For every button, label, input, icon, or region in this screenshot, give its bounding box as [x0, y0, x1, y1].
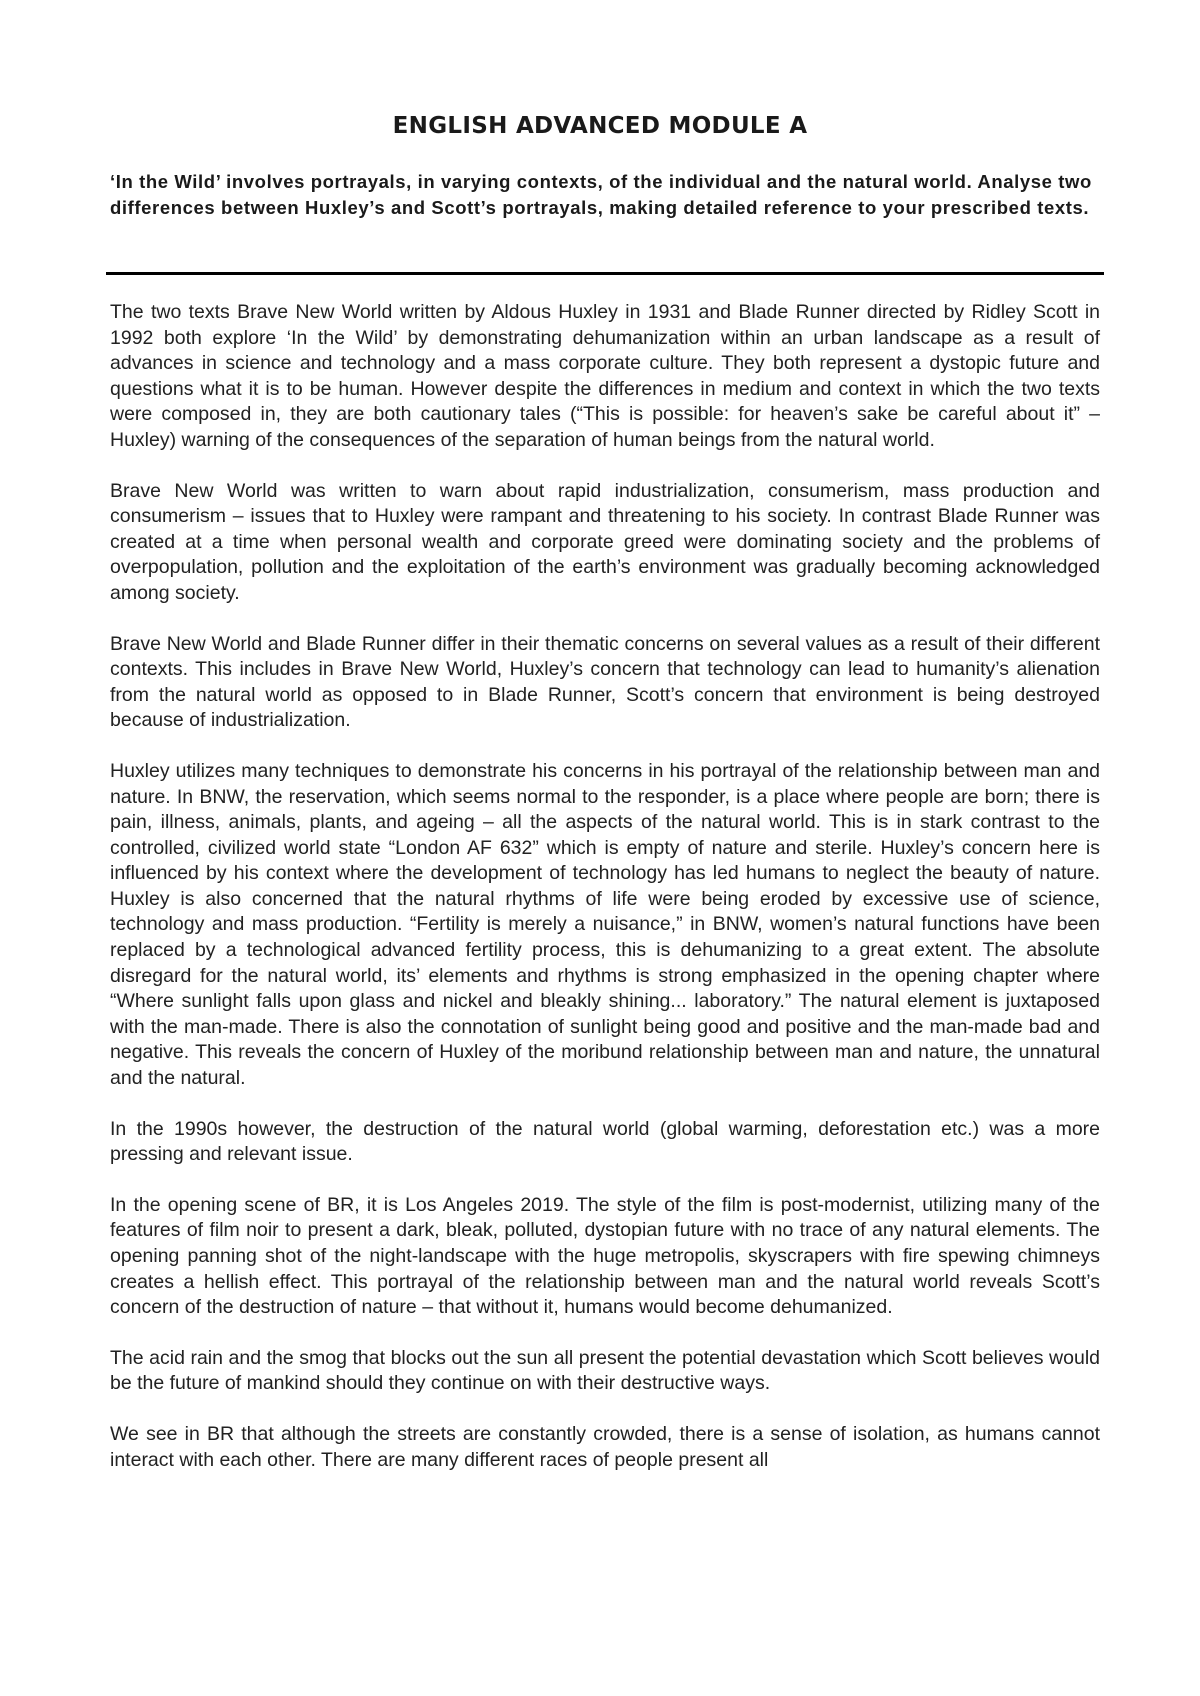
essay-paragraph: The two texts Brave New World written by Aldous Huxley in 1931 and Blade Runner directed by Ridley Scott in 1992 both explore ‘In the Wild’ by demonstrating dehumanization within an urban landscape as a result of advances in science and technology and a mass corporate culture. They both represent a dystopic future and questions what it is to be human. However despite the differences in medium and context in which the two texts were composed in, they are both cautionary tales (“This is possible: for heaven’s sake be careful about it” – Huxley) warning of the consequences of the separation of human beings from the natural world.	[110, 301, 1100, 451]
document-title: ENGLISH ADVANCED MODULE A	[392, 113, 808, 139]
divider-rule	[106, 272, 1104, 275]
essay-body	[110, 300, 1100, 1498]
essay-paragraph: In the 1990s however, the destruction of the natural world (global warming, deforestation etc.) was a more pressing and relevant issue.	[110, 1117, 1100, 1166]
essay-paragraph: Brave New World and Blade Runner differ in their thematic concerns on several values as a result of their different contexts. This includes in Brave New World, Huxley’s concern that technology can lead to humanity’s alienation from the natural world as opposed to in Blade Runner, Scott’s concern that environment is being destroyed because of industrialization.	[110, 632, 1100, 732]
essay-paragraph: We see in BR that although the streets are constantly crowded, there is a sense of isolation, as humans cannot interact with each other. There are many different races of people present all	[110, 1422, 1100, 1471]
essay-question: ‘In the Wild’ involves portrayals, in varying contexts, of the individual and the natural world. Analyse two differences between Huxley’s and Scott’s portrayals, making detailed reference to your prescribed texts.	[110, 171, 1092, 218]
essay-paragraph: Huxley utilizes many techniques to demonstrate his concerns in his portrayal of the relationship between man and nature. In BNW, the reservation, which seems normal to the responder, is a place where people are born; there is pain, illness, animals, plants, and ageing – all the aspects of the natural world. This is in stark contrast to the controlled, civilized world state “London AF 632” which is empty of nature and sterile. Huxley’s concern here is influenced by his context where the development of technology has led humans to neglect the beauty of nature. Huxley is also concerned that the natural rhythms of life were being eroded by excessive use of science, technology and mass production. “Fertility is merely a nuisance,” in BNW, women’s natural functions have been replaced by a technological advanced fertility process, this is dehumanizing to a great extent. The absolute disregard for the natural world, its’ elements and rhythms is strong emphasized in the opening chapter where “Where sunlight falls upon glass and nickel and bleakly shining... laboratory.” The natural element is juxtaposed with the man-made. There is also the connotation of sunlight being good and positive and the man-made bad and negative. This reveals the concern of Huxley of the moribund relationship between man and nature, the unnatural and the natural.	[110, 759, 1100, 1090]
essay-paragraph: In the opening scene of BR, it is Los Angeles 2019. The style of the film is post-modernist, utilizing many of the features of film noir to present a dark, bleak, polluted, dystopian future with no trace of any natural elements. The opening panning shot of the night-landscape with the huge metropolis, skyscrapers with fire spewing chimneys creates a hellish effect. This portrayal of the relationship between man and the natural world reveals Scott’s concern of the destruction of nature – that without it, humans would become dehumanized.	[110, 1193, 1100, 1319]
essay-paragraph: Brave New World was written to warn about rapid industrialization, consumerism, mass production and consumerism – issues that to Huxley were rampant and threatening to his society. In contrast Blade Runner was created at a time when personal wealth and corporate greed were dominating society and the problems of overpopulation, pollution and the exploitation of the earth’s environment was gradually becoming acknowledged among society.	[110, 479, 1100, 604]
essay-paragraph: The acid rain and the smog that blocks out the sun all present the potential devastation which Scott believes would be the future of mankind should they continue on with their destructive ways.	[110, 1346, 1100, 1395]
